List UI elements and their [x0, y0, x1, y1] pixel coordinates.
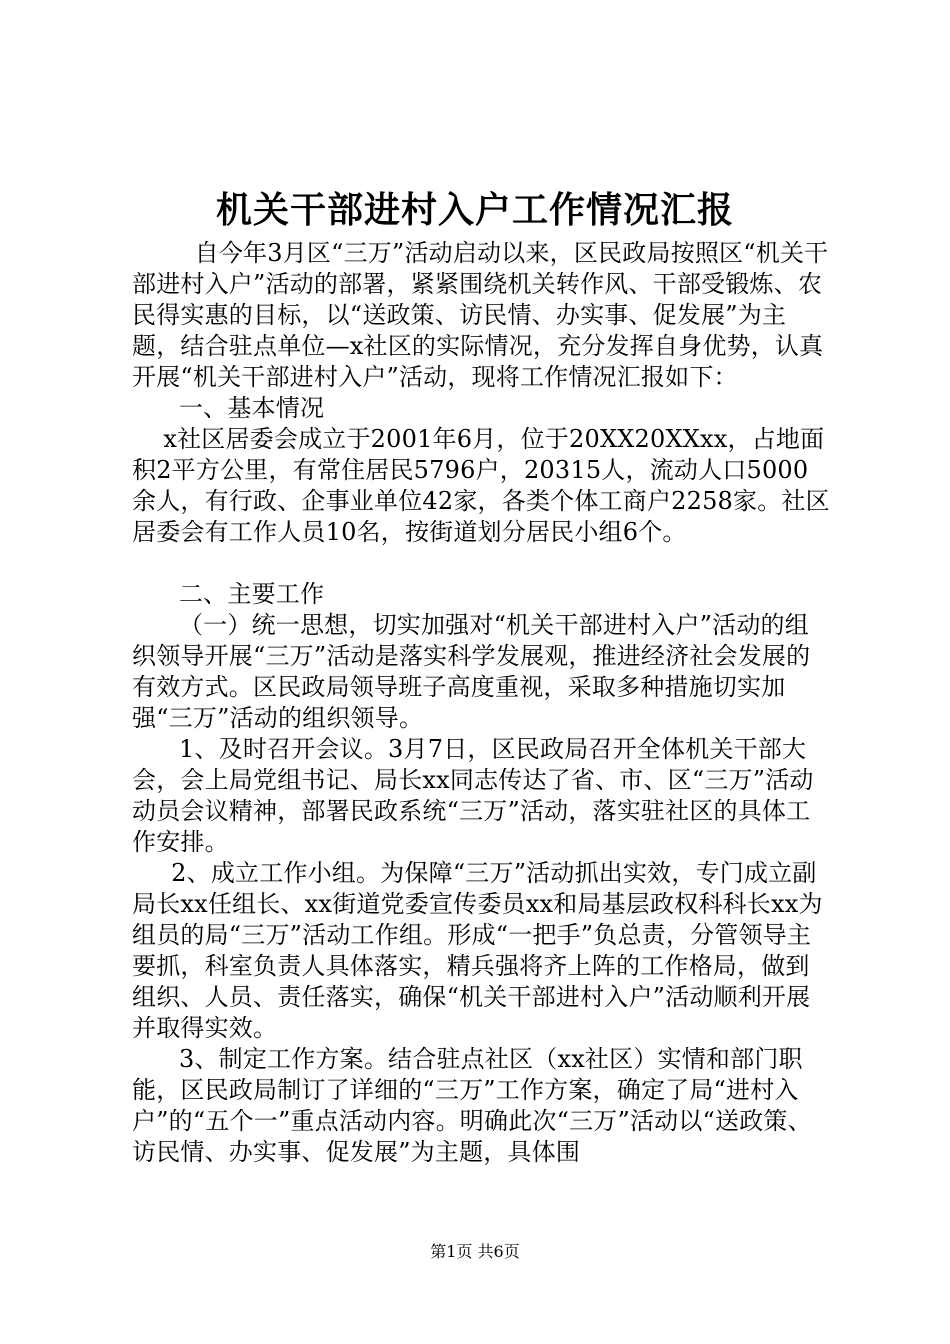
document-title: 机关干部进村入户工作情况汇报	[215, 189, 734, 231]
paragraph-meeting: 1、及时召开会议。3月7日，区民政局召开全体机关干部大会，会上局党组书记、局长xx同志传达了省、市、区“三万”活动动员会议精神，部署民政系统“三万”活动，落实驻社区的具体工作安排。	[132, 735, 814, 856]
paragraph-work-plan: 3、制定工作方案。结合驻点社区（xx社区）实情和部门职能，区民政局制订了详细的“三万”工作方案，确定了局“进村入户”的“五个一”重点活动内容。明确此次“三万”活动以“送政策、访民情、办实事、促发展”为主题，具体围	[132, 1045, 812, 1166]
paragraph-work-group: 2、成立工作小组。为保障“三万”活动抓出实效，专门成立副局长xx任组长、xx街道党委宣传委员xx和局基层政权科科长xx为组员的局“三万”活动工作组。形成“一把手”负总责，分管领导主要抓，科室负责人具体落实，精兵强将齐上阵的工作格局，做到组织、人员、责任落实，确保“机关干部进村入户”活动顺利开展并取得实效。	[132, 859, 823, 1042]
heading-main-work: 二、主要工作	[132, 580, 325, 608]
document-body	[132, 238, 832, 1168]
paragraph-unify-thinking: （一）统一思想，切实加强对“机关干部进村入户”活动的组织领导开展“三万”活动是落实科学发展观，推进经济社会发展的有效方式。区民政局领导班子高度重视，采取多种措施切实加强“三万”活动的组织领导。	[132, 611, 811, 732]
paragraph-intro: 自今年3月区“三万”活动启动以来，区民政局按照区“机关干部进村入户”活动的部署，紧紧围绕机关转作风、干部受锻炼、农民得实惠的目标，以“送政策、访民情、办实事、促发展”为主题，结合驻点单位—x社区的实际情况，充分发挥自身优势，认真开展“机关干部进村入户”活动，现将工作情况汇报如下：	[132, 239, 829, 391]
paragraph-community-overview: x社区居委会成立于2001年6月，位于20XX20XXxx，占地面积2平方公里，有常住居民5796户，20315人，流动人口5000余人，有行政、企事业单位42家，各类个体工商户2258家。社区居委会有工作人员10名，按街道划分居民小组6个。	[132, 425, 830, 546]
heading-basic-situation: 一、基本情况	[132, 394, 325, 422]
page-footer: 第1页 共6页	[430, 1242, 520, 1261]
paragraph-spacer	[132, 548, 832, 579]
